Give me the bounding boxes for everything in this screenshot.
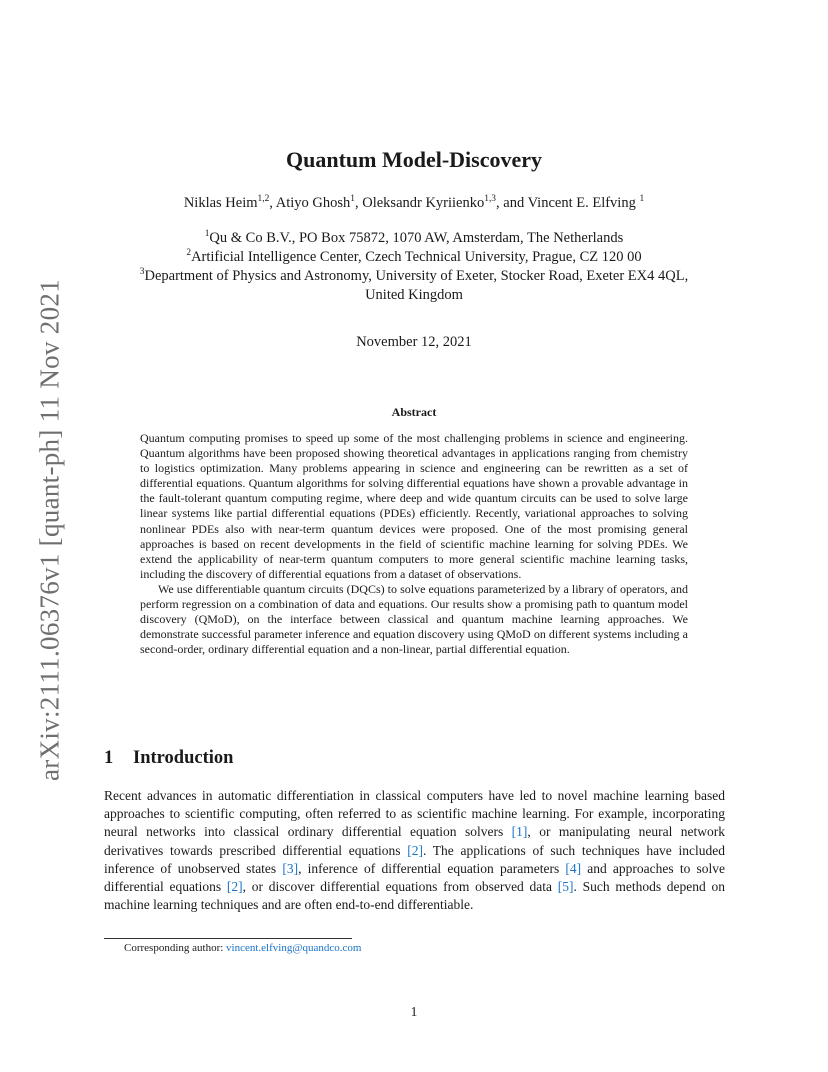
affiliation-mark: 3 xyxy=(139,267,145,278)
author: Vincent E. Elfving xyxy=(527,195,640,211)
affiliation xyxy=(0,229,828,248)
author-separator: , xyxy=(354,195,363,211)
section-heading xyxy=(104,748,233,769)
text-run: , or discover differential equations from observed data xyxy=(242,879,558,895)
author: Niklas Heim xyxy=(183,195,258,211)
abstract-paragraph: We use differentiable quantum circuits (DQCs) to solve equations parameterized by a library of operators, and perform regression on a combination of data and equations. Our results show a promising path to quantum model discovery (QMoD), on the interface between classical and quantum machine learning approaches. We demonstrate successful parameter inference and equation discovery using QMoD on different systems including a second-order, ordinary differential equation and a non-linear, partial differential equation. xyxy=(140,581,688,657)
paper-date: November 12, 2021 xyxy=(356,334,472,350)
affiliation-text: Artificial Intelligence Center, Czech Technical University, Prague, CZ 120 00 xyxy=(191,249,642,265)
citation-link[interactable]: [3] xyxy=(282,860,299,876)
author-list xyxy=(0,195,828,212)
text-run: . The applications of such techniques have included inference of unobserved states xyxy=(104,842,725,876)
affiliation-mark: 1 xyxy=(204,229,210,240)
arxiv-identifier-stamp: arXiv:2111.06376v1 [quant-ph] 11 Nov 2021 xyxy=(34,279,65,781)
paper-title: Quantum Model-Discovery xyxy=(285,147,543,172)
affiliation xyxy=(0,248,828,267)
footnote-label: Corresponding author: xyxy=(124,942,227,954)
author: Atiyo Ghosh xyxy=(275,195,351,211)
author-separator: , xyxy=(269,195,276,211)
text-run: , or manipulating neural network derivatives towards prescribed differential equations xyxy=(104,824,726,858)
abstract-paragraph: Quantum computing promises to speed up some of the most challenging problems in science and engineering. Quantum algorithms have been proposed showing theoretical advantages in applications ranging from chemistry to logistics optimization. Many problems appearing in science and engineering can be rewritten as a set of differential equations. Quantum algorithms for solving differential equations have shown a provable advantage in the fault-tolerant quantum computing regime, where deep and wide quantum circuits can be used to solve large linear systems like partial differential equations (PDEs) efficiently. Recently, variational approaches to solving nonlinear PDEs also with near-term quantum devices were proposed. One of the most promising general approaches is based on recent developments in the field of scientific machine learning for solving PDEs. We extend the applicability of near-term quantum computers to more general scientific machine learning tasks, including the discovery of differential equations from a dataset of observations. xyxy=(140,431,688,581)
citation-link[interactable]: [2] xyxy=(226,879,243,895)
citation-link[interactable]: [4] xyxy=(565,860,582,876)
citation-link[interactable]: [1] xyxy=(511,824,528,840)
text-run: . Such methods depend on machine learning techniques and are often end-to-end differentiable. xyxy=(104,879,726,913)
author-affiliation-mark: 1,3 xyxy=(484,194,497,205)
corresponding-author-email-link[interactable]: vincent.elfving@quandco.com xyxy=(226,942,362,954)
section-title: Introduction xyxy=(133,748,234,768)
author-separator: , and xyxy=(496,195,528,211)
affiliation-mark: 2 xyxy=(186,248,192,259)
abstract-heading: Abstract xyxy=(391,405,437,419)
citation-link[interactable]: [5] xyxy=(557,879,574,895)
author: Oleksandr Kyriienko xyxy=(362,195,485,211)
affiliation-text: Department of Physics and Astronomy, University of Exeter, Stocker Road, Exeter EX4 4QL, xyxy=(144,268,689,284)
author-affiliation-mark: 1 xyxy=(639,194,645,205)
introduction-paragraph xyxy=(104,787,725,914)
footnote-divider xyxy=(104,938,352,939)
affiliation-list xyxy=(0,229,828,305)
paragraph xyxy=(104,787,725,914)
affiliation-continuation: United Kingdom xyxy=(365,287,463,303)
citation-link[interactable]: [2] xyxy=(407,842,423,858)
section-number: 1 xyxy=(104,748,114,768)
page-number: 1 xyxy=(410,1004,418,1019)
text-run: Recent advances in automatic differentiation in classical computers have led to novel machine learning based approaches to scientific computing, often referred to as scientific machine learning. For example, incorporating neural networks into classical ordinary differential equation solvers xyxy=(104,788,725,840)
author-affiliation-mark: 1 xyxy=(350,194,355,205)
affiliation-text: Qu & Co B.V., PO Box 75872, 1070 AW, Amsterdam, The Netherlands xyxy=(209,230,624,246)
abstract-body xyxy=(140,431,688,657)
text-run: , inference of differential equation parameters xyxy=(298,860,566,876)
footnote xyxy=(124,942,361,954)
text-run: and approaches to solve differential equations xyxy=(104,860,725,895)
affiliation xyxy=(0,267,828,286)
author-affiliation-mark: 1,2 xyxy=(257,194,270,205)
